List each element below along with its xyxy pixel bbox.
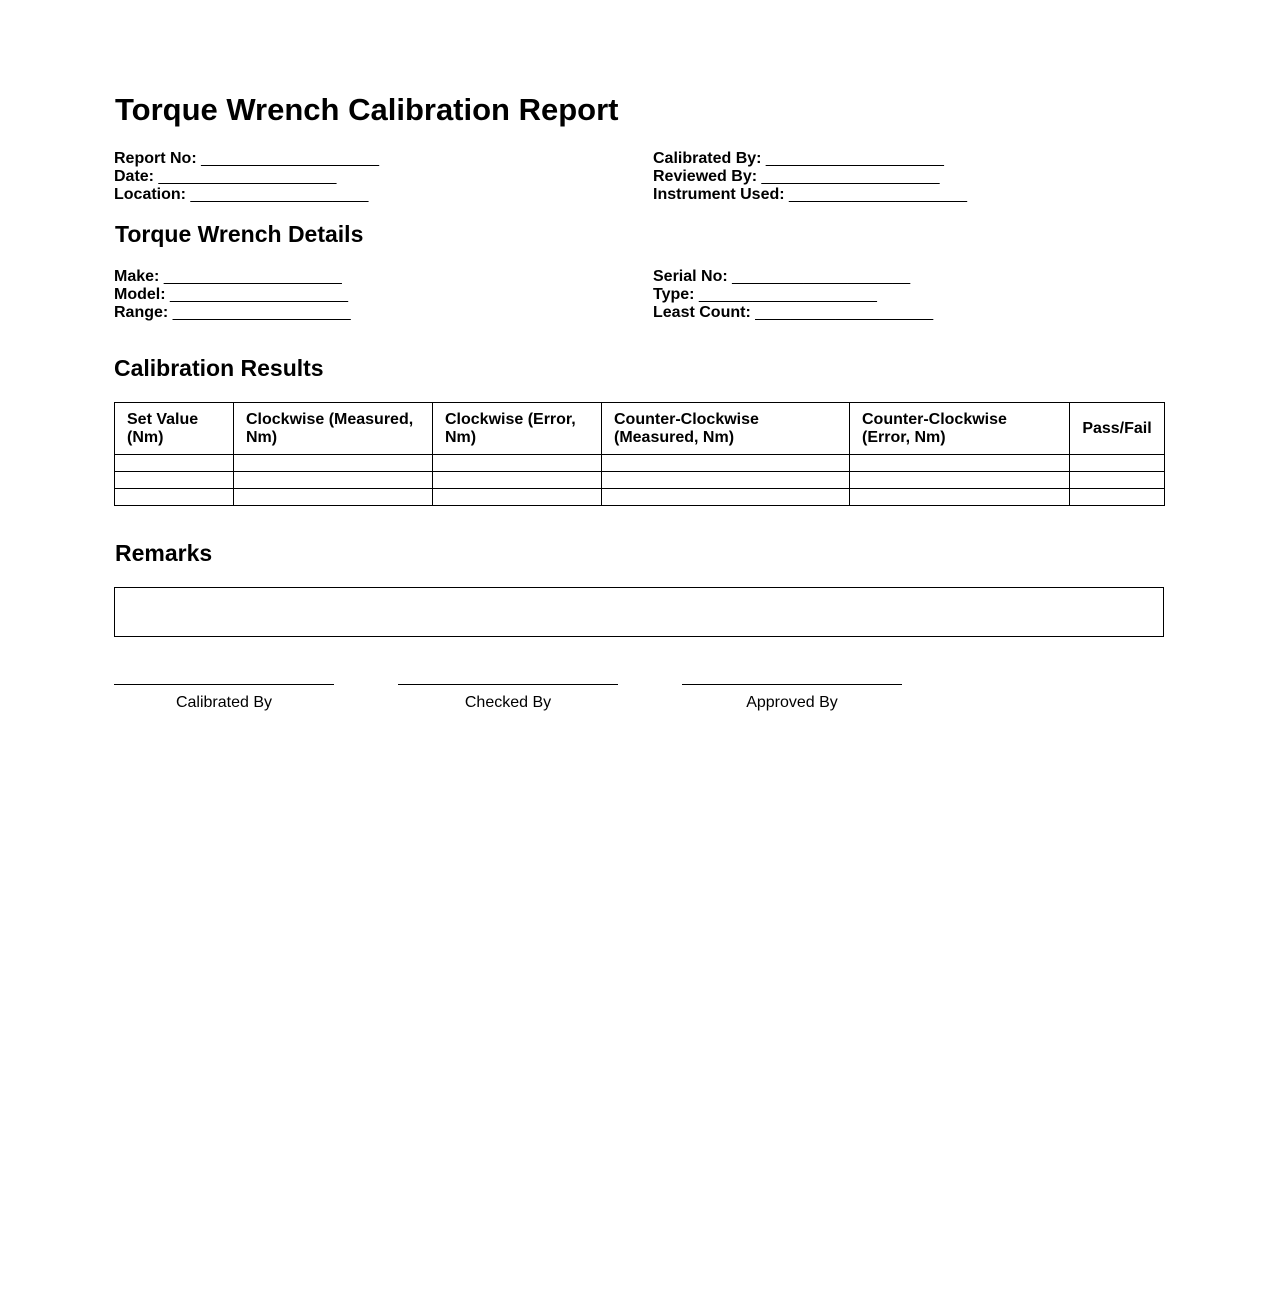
field-label: Range: <box>114 304 169 321</box>
field-blank: ____________________ <box>789 186 967 203</box>
field-blank: ____________________ <box>698 286 877 303</box>
field-label: Serial No: <box>653 268 728 285</box>
field-blank: ____________________ <box>765 150 944 167</box>
column-header-cw-error: Clockwise (Error, Nm) <box>433 403 602 455</box>
field-blank: ____________________ <box>732 268 911 285</box>
make-field[interactable] <box>114 268 351 286</box>
field-blank: ____________________ <box>172 304 351 321</box>
field-label: Report No: <box>114 150 197 167</box>
table-row <box>115 472 1165 489</box>
table-cell[interactable] <box>850 489 1070 506</box>
details-fields-left <box>114 268 351 322</box>
results-heading: Calibration Results <box>114 355 324 381</box>
calibrated-by-field[interactable] <box>653 150 967 168</box>
field-label: Make: <box>114 268 160 285</box>
field-label: Reviewed By: <box>653 168 758 185</box>
reviewed-by-field[interactable] <box>653 168 967 186</box>
field-label: Calibrated By: <box>653 150 762 167</box>
column-header-ccw-measured: Counter-Clockwise (Measured, Nm) <box>602 403 850 455</box>
field-blank: ____________________ <box>761 168 940 185</box>
table-cell[interactable] <box>234 472 433 489</box>
table-cell[interactable] <box>850 472 1070 489</box>
table-cell[interactable] <box>115 455 234 472</box>
signature-checked-by[interactable] <box>398 684 618 712</box>
type-field[interactable] <box>653 286 933 304</box>
field-blank: ____________________ <box>163 268 342 285</box>
table-cell[interactable] <box>1070 455 1165 472</box>
table-cell[interactable] <box>234 455 433 472</box>
details-fields-right <box>653 268 933 322</box>
table-cell[interactable] <box>433 489 602 506</box>
report-no-field[interactable] <box>114 150 379 168</box>
signature-label: Calibrated By <box>175 694 273 711</box>
field-label: Type: <box>653 286 695 303</box>
field-label: Location: <box>114 186 186 203</box>
signature-line <box>114 684 334 685</box>
signature-calibrated-by[interactable] <box>114 684 334 712</box>
table-cell[interactable] <box>433 455 602 472</box>
signature-line <box>682 684 902 685</box>
model-field[interactable] <box>114 286 351 304</box>
field-blank: ____________________ <box>201 150 380 167</box>
table-cell[interactable] <box>602 472 850 489</box>
remarks-box[interactable] <box>114 587 1164 637</box>
range-field[interactable] <box>114 304 351 322</box>
table-cell[interactable] <box>115 472 234 489</box>
table-row <box>115 455 1165 472</box>
column-header-set-value: Set Value (Nm) <box>115 403 234 455</box>
calibration-results-table <box>114 402 1165 506</box>
field-label: Model: <box>114 286 166 303</box>
remarks-heading: Remarks <box>115 540 213 566</box>
header-fields-right <box>653 150 967 204</box>
least-count-field[interactable] <box>653 304 933 322</box>
field-blank: ____________________ <box>158 168 337 185</box>
field-blank: ____________________ <box>190 186 369 203</box>
table-cell[interactable] <box>433 472 602 489</box>
instrument-used-field[interactable] <box>653 186 967 204</box>
table-cell[interactable] <box>850 455 1070 472</box>
date-field[interactable] <box>114 168 379 186</box>
field-label: Least Count: <box>653 304 751 321</box>
details-heading: Torque Wrench Details <box>115 221 364 247</box>
table-cell[interactable] <box>1070 489 1165 506</box>
field-blank: ____________________ <box>170 286 348 303</box>
column-header-cw-measured: Clockwise (Measured, Nm) <box>234 403 433 455</box>
location-field[interactable] <box>114 186 379 204</box>
serial-no-field[interactable] <box>653 268 933 286</box>
column-header-ccw-error: Counter-Clockwise (Error, Nm) <box>850 403 1070 455</box>
signature-label: Approved By <box>746 694 838 711</box>
table-cell[interactable] <box>602 489 850 506</box>
signature-approved-by[interactable] <box>682 684 902 712</box>
field-label: Date: <box>114 168 155 185</box>
table-cell[interactable] <box>115 489 234 506</box>
signature-line <box>398 684 618 685</box>
table-cell[interactable] <box>234 489 433 506</box>
page-title: Torque Wrench Calibration Report <box>115 92 619 127</box>
table-header-row <box>115 403 1165 455</box>
table-row <box>115 489 1165 506</box>
table-cell[interactable] <box>602 455 850 472</box>
signature-label: Checked By <box>464 694 552 711</box>
table-cell[interactable] <box>1070 472 1165 489</box>
header-fields-left <box>114 150 379 204</box>
field-blank: ____________________ <box>755 304 934 321</box>
column-header-pass-fail: Pass/Fail <box>1070 403 1165 455</box>
field-label: Instrument Used: <box>653 186 785 203</box>
